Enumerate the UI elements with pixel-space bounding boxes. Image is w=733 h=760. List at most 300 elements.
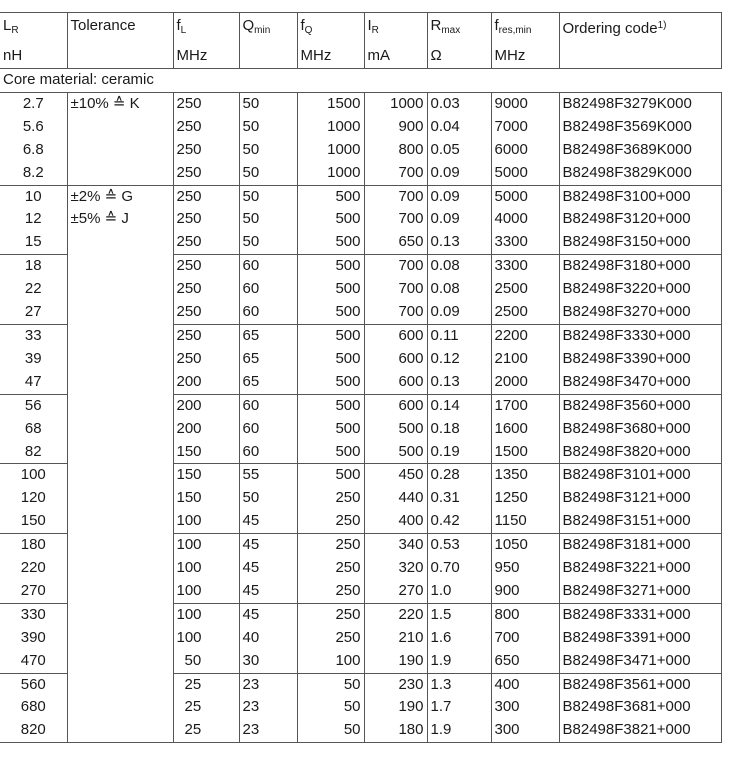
table-row <box>0 92 721 115</box>
cell-fl: 250 <box>173 92 239 115</box>
cell-ir: 650 <box>364 231 427 254</box>
cell-qmin: 60 <box>239 278 297 301</box>
table-row <box>0 673 721 696</box>
cell-tolerance <box>67 487 173 510</box>
cropped-heading-remnant <box>6 0 10 8</box>
table-row <box>0 510 721 533</box>
cell-rmax: 0.09 <box>427 185 491 208</box>
cell-tolerance <box>67 557 173 580</box>
cell-fres: 7000 <box>491 116 559 139</box>
cell-fq: 500 <box>297 371 364 394</box>
cell-ordering-code: B82498F3121+000 <box>559 487 721 510</box>
cell-tolerance <box>67 580 173 603</box>
cell-rmax: 0.14 <box>427 394 491 417</box>
cell-ordering-code: B82498F3101+000 <box>559 464 721 487</box>
cell-rmax: 0.53 <box>427 534 491 557</box>
cell-fq: 50 <box>297 673 364 696</box>
cell-rmax: 0.13 <box>427 231 491 254</box>
cell-tolerance <box>67 394 173 417</box>
cell-fl: 25 <box>173 696 239 719</box>
table-row <box>0 162 721 185</box>
cell-fq: 100 <box>297 650 364 673</box>
cell-qmin: 60 <box>239 441 297 464</box>
col-qmin-unit <box>239 43 297 69</box>
col-fl-unit: MHz <box>173 43 239 69</box>
table-row <box>0 418 721 441</box>
cell-ordering-code: B82498F3271+000 <box>559 580 721 603</box>
cell-rmax: 1.5 <box>427 603 491 626</box>
table-row <box>0 185 721 208</box>
cell-fq: 500 <box>297 418 364 441</box>
cell-fq: 250 <box>297 487 364 510</box>
cell-fres: 1600 <box>491 418 559 441</box>
cell-lr: 56 <box>0 394 67 417</box>
cell-rmax: 0.12 <box>427 348 491 371</box>
cell-fres: 650 <box>491 650 559 673</box>
cell-ordering-code: B82498F3821+000 <box>559 719 721 742</box>
cell-rmax: 1.0 <box>427 580 491 603</box>
cell-fl: 50 <box>173 650 239 673</box>
cell-ir: 400 <box>364 510 427 533</box>
cell-fres: 9000 <box>491 92 559 115</box>
table-row <box>0 464 721 487</box>
cell-lr: 820 <box>0 719 67 742</box>
col-fq-header: $f_Q$ <box>297 13 364 44</box>
col-lr-unit: nH <box>0 43 67 69</box>
cell-ir: 800 <box>364 139 427 162</box>
cell-fq: 250 <box>297 627 364 650</box>
cell-fq: 50 <box>297 719 364 742</box>
cell-lr: 150 <box>20 512 46 530</box>
cell-ir: 440 <box>364 487 427 510</box>
cell-tolerance <box>67 696 173 719</box>
cell-ordering-code: B82498F3150+000 <box>559 231 721 254</box>
cell-fres: 300 <box>491 719 559 742</box>
cell-rmax: 0.09 <box>427 162 491 185</box>
cell-fres: 6000 <box>491 139 559 162</box>
cell-ir: 220 <box>364 603 427 626</box>
cell-qmin: 30 <box>239 650 297 673</box>
cell-qmin: 50 <box>239 92 297 115</box>
cell-qmin: 65 <box>239 371 297 394</box>
cell-tolerance <box>67 231 173 254</box>
cell-tolerance <box>67 278 173 301</box>
cell-fq: 500 <box>297 255 364 278</box>
col-rmax-unit: Ω <box>427 43 491 69</box>
cell-fq: 250 <box>297 534 364 557</box>
cell-tolerance <box>67 441 173 464</box>
cell-ir: 340 <box>364 534 427 557</box>
cell-lr: 33 <box>0 324 67 347</box>
cell-fq: 250 <box>297 557 364 580</box>
cell-ir: 700 <box>364 208 427 231</box>
cell-ordering-code: B82498F3560+000 <box>559 394 721 417</box>
cell-qmin: 50 <box>239 208 297 231</box>
cell-ordering-code: B82498F3680+000 <box>559 418 721 441</box>
cell-rmax: 0.19 <box>427 441 491 464</box>
cell-fq: 500 <box>297 324 364 347</box>
cropped-heading-strip <box>0 0 733 12</box>
cell-fres: 1700 <box>491 394 559 417</box>
cell-fl: 250 <box>173 139 239 162</box>
cell-tolerance <box>67 139 173 162</box>
table-row <box>0 301 721 324</box>
cell-ir: 500 <box>364 418 427 441</box>
cell-fl: 150 <box>173 487 239 510</box>
cell-tolerance <box>67 510 173 533</box>
cell-fl: 100 <box>173 510 239 533</box>
cell-rmax: 1.7 <box>427 696 491 719</box>
cell-ordering-code: B82498F3689K000 <box>559 139 721 162</box>
cell-ir: 600 <box>364 371 427 394</box>
cell-qmin: 50 <box>239 185 297 208</box>
cell-lr: 2.7 <box>0 92 67 115</box>
cell-qmin: 60 <box>239 255 297 278</box>
cell-ordering-code: B82498F3820+000 <box>559 441 721 464</box>
cell-ir: 190 <box>364 650 427 673</box>
cell-rmax: 0.04 <box>427 116 491 139</box>
cell-qmin: 23 <box>239 673 297 696</box>
cell-lr: 680 <box>20 698 46 716</box>
cell-qmin: 23 <box>239 719 297 742</box>
cell-fq: 1500 <box>297 92 364 115</box>
cell-fres: 5000 <box>491 162 559 185</box>
table-row <box>0 116 721 139</box>
cell-fl: 250 <box>173 255 239 278</box>
cell-fres: 2200 <box>491 324 559 347</box>
col-fq-unit: MHz <box>297 43 364 69</box>
cell-tolerance <box>67 301 173 324</box>
cell-fl: 100 <box>173 580 239 603</box>
cell-qmin: 45 <box>239 603 297 626</box>
cell-ir: 700 <box>364 162 427 185</box>
cell-fl: 100 <box>173 627 239 650</box>
cell-rmax: 1.6 <box>427 627 491 650</box>
cell-fq: 50 <box>297 696 364 719</box>
col-fl-header: $f_L$ <box>173 13 239 44</box>
cell-qmin: 45 <box>239 510 297 533</box>
cell-ir: 210 <box>364 627 427 650</box>
table-row <box>0 255 721 278</box>
cell-tolerance <box>67 673 173 696</box>
cell-fl: 100 <box>173 557 239 580</box>
cell-fl: 250 <box>173 348 239 371</box>
cell-fl: 25 <box>173 719 239 742</box>
cell-fl: 150 <box>173 464 239 487</box>
cell-fq: 500 <box>297 348 364 371</box>
cell-qmin: 60 <box>239 394 297 417</box>
cell-ir: 900 <box>364 116 427 139</box>
cell-tolerance <box>67 464 173 487</box>
table-row <box>0 719 721 742</box>
cell-ir: 230 <box>364 673 427 696</box>
cell-fl: 250 <box>173 116 239 139</box>
cell-fres: 2500 <box>491 278 559 301</box>
cell-lr: 270 <box>20 581 46 599</box>
cell-fq: 500 <box>297 301 364 324</box>
cell-lr: 39 <box>24 349 42 367</box>
cell-ordering-code: B82498F3151+000 <box>559 510 721 533</box>
cell-lr: 390 <box>20 628 46 646</box>
cell-lr: 12 <box>24 210 42 228</box>
cell-fq: 500 <box>297 394 364 417</box>
table-body <box>0 69 721 743</box>
cell-fres: 1150 <box>491 510 559 533</box>
cell-tolerance <box>67 116 173 139</box>
cell-fq: 500 <box>297 185 364 208</box>
cell-fl: 100 <box>173 534 239 557</box>
cell-fl: 200 <box>173 418 239 441</box>
cell-ordering-code: B82498F3681+000 <box>559 696 721 719</box>
col-fres-header: $f_{res,min}$ <box>491 13 559 44</box>
cell-fres: 2500 <box>491 301 559 324</box>
cell-qmin: 45 <box>239 534 297 557</box>
cell-ir: 190 <box>364 696 427 719</box>
cell-tolerance <box>67 255 173 278</box>
table-row <box>0 603 721 626</box>
cell-lr: 8.2 <box>22 163 44 181</box>
cell-ordering-code: B82498F3331+000 <box>559 603 721 626</box>
table-header <box>0 13 721 69</box>
cell-ordering-code: B82498F3829K000 <box>559 162 721 185</box>
col-lr-header: $L_R$ <box>0 13 67 44</box>
cell-tolerance <box>67 418 173 441</box>
cell-ir: 700 <box>364 301 427 324</box>
table-row <box>0 627 721 650</box>
cell-fq: 1000 <box>297 139 364 162</box>
cell-fq: 500 <box>297 208 364 231</box>
cell-fq: 500 <box>297 278 364 301</box>
cell-fl: 200 <box>173 394 239 417</box>
cell-fres: 2100 <box>491 348 559 371</box>
col-qmin-header: $Q_{min}$ <box>239 13 297 44</box>
cell-ir: 600 <box>364 348 427 371</box>
col-rmax-header: $R_{max}$ <box>427 13 491 44</box>
cell-fl: 250 <box>173 208 239 231</box>
cell-tolerance <box>67 371 173 394</box>
cell-ordering-code: B82498F3220+000 <box>559 278 721 301</box>
cell-ir: 1000 <box>364 92 427 115</box>
cell-fres: 4000 <box>491 208 559 231</box>
cell-fq: 250 <box>297 510 364 533</box>
table-row <box>0 557 721 580</box>
cell-rmax: 1.3 <box>427 673 491 696</box>
cell-fres: 1050 <box>491 534 559 557</box>
col-ir-unit: mA <box>364 43 427 69</box>
cell-fres: 950 <box>491 557 559 580</box>
cell-lr: 220 <box>20 559 46 577</box>
cell-ordering-code: B82498F3279K000 <box>559 92 721 115</box>
cell-ordering-code: B82498F3100+000 <box>559 185 721 208</box>
cell-lr: 82 <box>24 442 42 460</box>
cell-fl: 250 <box>173 278 239 301</box>
cell-lr: 47 <box>24 372 42 390</box>
cell-lr: 120 <box>20 489 46 507</box>
cell-fq: 250 <box>297 603 364 626</box>
cell-lr: 180 <box>0 534 67 557</box>
cell-ir: 700 <box>364 185 427 208</box>
cell-qmin: 60 <box>239 418 297 441</box>
cell-tolerance <box>67 603 173 626</box>
cell-fl: 250 <box>173 185 239 208</box>
cell-qmin: 50 <box>239 487 297 510</box>
cell-ordering-code: B82498F3120+000 <box>559 208 721 231</box>
cell-lr: 18 <box>0 255 67 278</box>
table-row <box>0 441 721 464</box>
cell-tolerance <box>67 324 173 347</box>
cell-qmin: 65 <box>239 324 297 347</box>
cell-fres: 800 <box>491 603 559 626</box>
table-row <box>0 278 721 301</box>
cell-lr: 560 <box>0 673 67 696</box>
cell-ordering-code: B82498F3330+000 <box>559 324 721 347</box>
cell-fres: 1500 <box>491 441 559 464</box>
cell-ordering-code: B82498F3561+000 <box>559 673 721 696</box>
cell-rmax: 0.03 <box>427 92 491 115</box>
cell-fl: 200 <box>173 371 239 394</box>
cell-fres: 700 <box>491 627 559 650</box>
cell-ordering-code: B82498F3471+000 <box>559 650 721 673</box>
cell-rmax: 0.31 <box>427 487 491 510</box>
cell-fq: 500 <box>297 441 364 464</box>
table-row <box>0 696 721 719</box>
col-fres-unit: MHz <box>491 43 559 69</box>
cell-tolerance <box>67 627 173 650</box>
col-ordering-code-header: Ordering code$^{1)}$ <box>559 13 721 44</box>
cell-fres: 400 <box>491 673 559 696</box>
cell-fq: 500 <box>297 231 364 254</box>
cell-qmin: 50 <box>239 116 297 139</box>
table-row <box>0 487 721 510</box>
cell-ordering-code: B82498F3569K000 <box>559 116 721 139</box>
col-tolerance-header: Tolerance <box>67 13 173 44</box>
cell-tolerance: ±5% ≙ J <box>67 208 173 231</box>
cell-rmax: 0.09 <box>427 301 491 324</box>
cell-fres: 5000 <box>491 185 559 208</box>
cell-rmax: 0.11 <box>427 324 491 347</box>
col-ordering-code-unit <box>559 43 721 69</box>
table-row <box>0 650 721 673</box>
cell-tolerance <box>67 650 173 673</box>
cell-ordering-code: B82498F3180+000 <box>559 255 721 278</box>
cell-lr: 22 <box>24 280 42 298</box>
cell-tolerance <box>67 162 173 185</box>
cell-qmin: 45 <box>239 580 297 603</box>
cell-qmin: 65 <box>239 348 297 371</box>
cell-lr: 10 <box>0 185 67 208</box>
cell-ir: 320 <box>364 557 427 580</box>
cell-ordering-code: B82498F3181+000 <box>559 534 721 557</box>
col-tolerance-unit <box>67 43 173 69</box>
cell-qmin: 40 <box>239 627 297 650</box>
cell-ir: 700 <box>364 255 427 278</box>
table-row <box>0 208 721 231</box>
cell-fq: 1000 <box>297 162 364 185</box>
table-row <box>0 324 721 347</box>
cell-ir: 600 <box>364 394 427 417</box>
cell-qmin: 50 <box>239 162 297 185</box>
cell-lr: 68 <box>24 419 42 437</box>
cell-rmax: 0.13 <box>427 371 491 394</box>
cell-tolerance <box>67 348 173 371</box>
cell-fres: 3300 <box>491 231 559 254</box>
cell-ir: 700 <box>364 278 427 301</box>
cell-rmax: 0.08 <box>427 278 491 301</box>
cell-fq: 250 <box>297 580 364 603</box>
cell-lr: 5.6 <box>22 117 44 135</box>
cell-rmax: 0.05 <box>427 139 491 162</box>
cell-ordering-code: B82498F3470+000 <box>559 371 721 394</box>
cell-qmin: 50 <box>239 139 297 162</box>
cell-qmin: 23 <box>239 696 297 719</box>
cell-rmax: 1.9 <box>427 650 491 673</box>
cell-fres: 900 <box>491 580 559 603</box>
cell-rmax: 0.09 <box>427 208 491 231</box>
cell-rmax: 0.70 <box>427 557 491 580</box>
cell-tolerance: ±2% ≙ G <box>67 185 173 208</box>
cell-fl: 250 <box>173 162 239 185</box>
table-row <box>0 580 721 603</box>
cell-fres: 1350 <box>491 464 559 487</box>
cell-fl: 250 <box>173 324 239 347</box>
cell-rmax: 0.28 <box>427 464 491 487</box>
cell-qmin: 45 <box>239 557 297 580</box>
cell-qmin: 50 <box>239 231 297 254</box>
cell-rmax: 1.9 <box>427 719 491 742</box>
cell-qmin: 55 <box>239 464 297 487</box>
cell-fres: 3300 <box>491 255 559 278</box>
cell-tolerance: ±10% ≙ K <box>67 92 173 115</box>
col-ir-header: $I_R$ <box>364 13 427 44</box>
cell-ordering-code: B82498F3391+000 <box>559 627 721 650</box>
cell-tolerance <box>67 534 173 557</box>
cell-ir: 500 <box>364 441 427 464</box>
table-row <box>0 371 721 394</box>
cell-ordering-code: B82498F3221+000 <box>559 557 721 580</box>
cell-tolerance <box>67 719 173 742</box>
cell-fl: 25 <box>173 673 239 696</box>
cell-rmax: 0.42 <box>427 510 491 533</box>
cell-lr: 15 <box>24 233 42 251</box>
cell-ordering-code: B82498F3390+000 <box>559 348 721 371</box>
section-label-core-material: Core material: ceramic <box>0 69 721 93</box>
cell-ir: 450 <box>364 464 427 487</box>
table-row <box>0 348 721 371</box>
inductor-spec-table <box>0 12 722 743</box>
cell-fres: 1250 <box>491 487 559 510</box>
table-row <box>0 534 721 557</box>
cell-fl: 150 <box>173 441 239 464</box>
cell-fq: 1000 <box>297 116 364 139</box>
cell-lr: 6.8 <box>22 140 44 158</box>
cell-fres: 2000 <box>491 371 559 394</box>
cell-fres: 300 <box>491 696 559 719</box>
cell-fl: 250 <box>173 231 239 254</box>
table-row <box>0 231 721 254</box>
cell-lr: 27 <box>24 303 42 321</box>
cell-ordering-code: B82498F3270+000 <box>559 301 721 324</box>
cell-lr: 100 <box>0 464 67 487</box>
cell-qmin: 60 <box>239 301 297 324</box>
cell-lr: 330 <box>0 603 67 626</box>
cell-rmax: 0.18 <box>427 418 491 441</box>
cell-ir: 180 <box>364 719 427 742</box>
table-row <box>0 139 721 162</box>
cell-ir: 600 <box>364 324 427 347</box>
table-row <box>0 394 721 417</box>
cell-ir: 270 <box>364 580 427 603</box>
cell-lr: 470 <box>20 651 46 669</box>
